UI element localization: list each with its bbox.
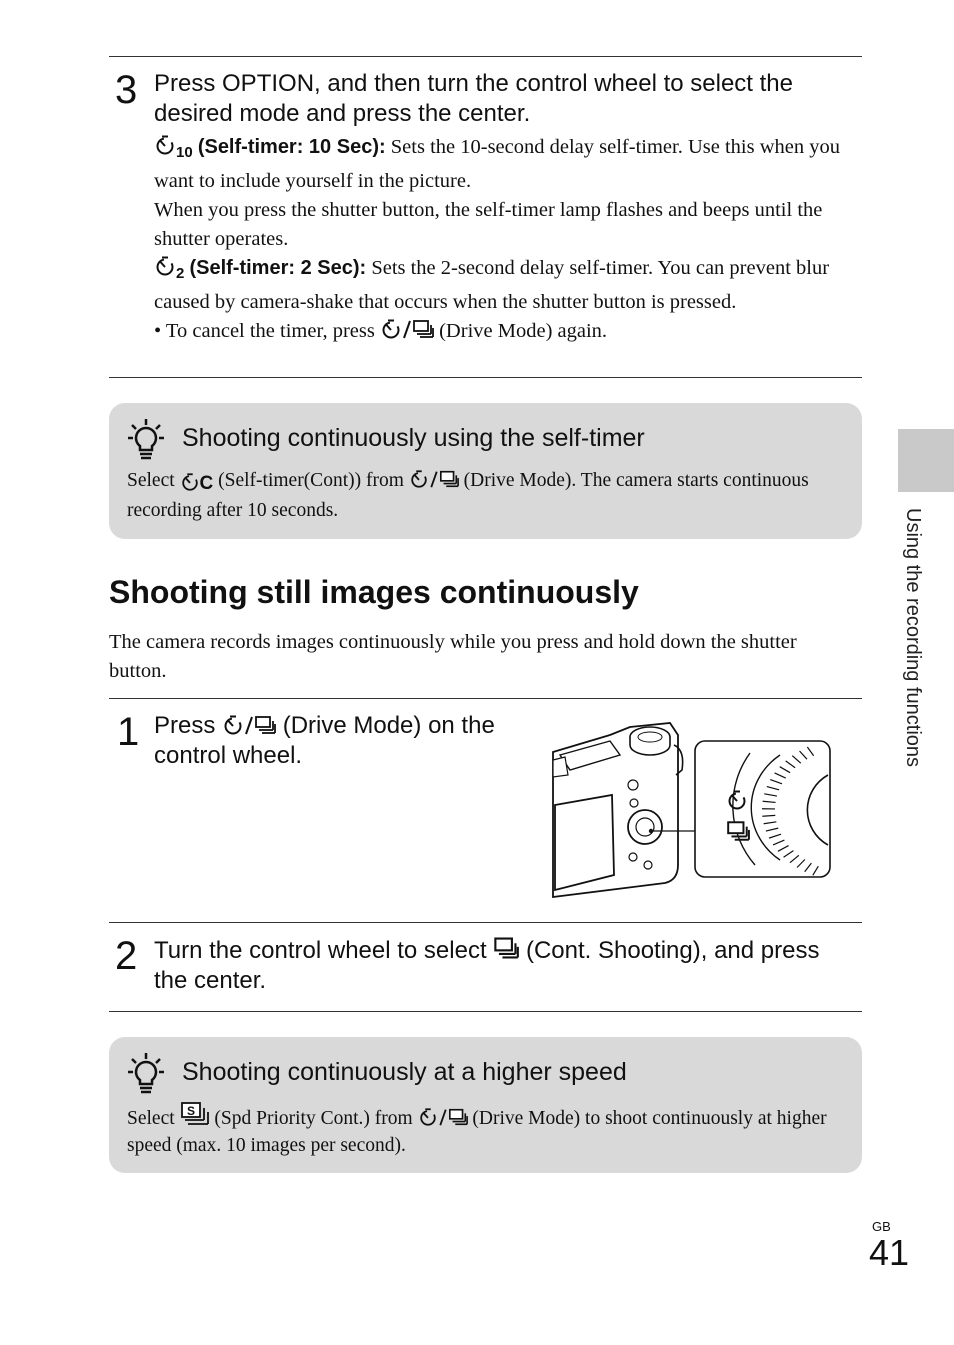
step1-suffix: (Drive Mode) on the control wheel. [154, 712, 495, 769]
step3-text: Press OPTION, and then turn the control wheel to select the desired mode and press the center. [154, 70, 793, 127]
tip-box-self-timer [109, 403, 862, 539]
self-timer-cont-icon: C [180, 470, 214, 497]
sidebar-label-text: Using the recording functions [902, 508, 924, 768]
cancel-prefix: • To cancel the timer, press [154, 320, 375, 342]
svg-text:S: S [186, 1104, 195, 1118]
timer10-label: (Self-timer: 10 Sec): [197, 136, 386, 158]
self-timer-icon [154, 255, 176, 277]
slash-icon [438, 1107, 448, 1127]
timer2-desc: Sets the 2-second delay self-timer. You can prevent blur caused by camera-shake that occurs when the shutter button is pressed. [154, 257, 830, 313]
step1-top-rule [109, 698, 862, 699]
camera-control-wheel-illustration [550, 715, 835, 903]
step2-prefix: Turn the control wheel to select [154, 937, 487, 964]
slash-icon [429, 469, 439, 489]
step1-prefix: Press [154, 712, 216, 739]
slash-icon [244, 714, 254, 736]
cancel-suffix: (Drive Mode) again. [439, 320, 608, 342]
timer10-desc: Sets the 10-second delay self-timer. Use this when you want to include yourself in the picture. [154, 136, 840, 192]
self-timer-icon [222, 714, 244, 736]
step3-details [154, 133, 862, 346]
step3-number: 3 [115, 68, 138, 112]
step1-text [154, 711, 524, 771]
step2-number: 2 [115, 934, 138, 978]
lightbulb-hint-icon [127, 417, 165, 463]
self-timer-icon [418, 1107, 438, 1127]
section-intro: The camera records images continuously while you press and hold down the shutter button. [109, 631, 797, 682]
continuous-shooting-icon [439, 469, 459, 489]
section-tab-marker [898, 429, 954, 492]
tip-select: Select [127, 1108, 175, 1129]
step2-text [154, 935, 854, 996]
page-number: 41 [869, 1232, 910, 1273]
speed-priority-continuous-icon [180, 1101, 210, 1127]
continuous-shooting-icon [493, 935, 519, 961]
sidebar-section-label [898, 508, 928, 828]
continuous-shooting-icon [448, 1107, 468, 1127]
tip-select: Select [127, 470, 175, 491]
tip-mode: (Spd Priority Cont.) from [214, 1108, 413, 1129]
timer10-desc2: When you press the shutter button, the self-timer lamp flashes and beeps until the shutter operates. [154, 199, 823, 250]
step3-bottom-rule [109, 377, 862, 378]
tip-rest: (Drive Mode) to shoot continuously at higher speed (max. 10 images per second). [127, 1108, 827, 1156]
continuous-shooting-icon [254, 714, 276, 736]
continuous-shooting-icon [412, 318, 434, 340]
cancel-note [154, 317, 862, 346]
region-code: GB [872, 1219, 891, 1234]
tip-body [127, 467, 832, 524]
tip-box-higher-speed [109, 1037, 862, 1173]
self-timer-icon [154, 134, 176, 156]
step2-top-rule [109, 922, 862, 923]
self-timer-icon [380, 318, 402, 340]
timer2-subscript: 2 [176, 265, 185, 282]
section-heading: Shooting still images continuously [109, 574, 639, 610]
top-rule [109, 56, 862, 57]
tip-title: Shooting continuously at a higher speed [182, 1058, 627, 1086]
tip-body [127, 1101, 832, 1159]
step1-number: 1 [117, 710, 140, 754]
self-timer-icon [409, 469, 429, 489]
timer2-item [154, 254, 862, 317]
tip-mode: (Self-timer(Cont)) from [218, 470, 404, 491]
slash-icon [402, 318, 412, 340]
timer10-item [154, 133, 862, 196]
timer2-label: (Self-timer: 2 Sec): [189, 257, 367, 279]
lightbulb-hint-icon [127, 1051, 165, 1097]
step2-bottom-rule [109, 1011, 862, 1012]
tip-title: Shooting continuously using the self-timer [182, 424, 645, 452]
step2-suffix: (Cont. Shooting), and press the center. [154, 937, 820, 994]
timer10-subscript: 10 [176, 144, 193, 161]
tip-rest: (Drive Mode). The camera starts continuous recording after 10 seconds. [127, 470, 809, 521]
